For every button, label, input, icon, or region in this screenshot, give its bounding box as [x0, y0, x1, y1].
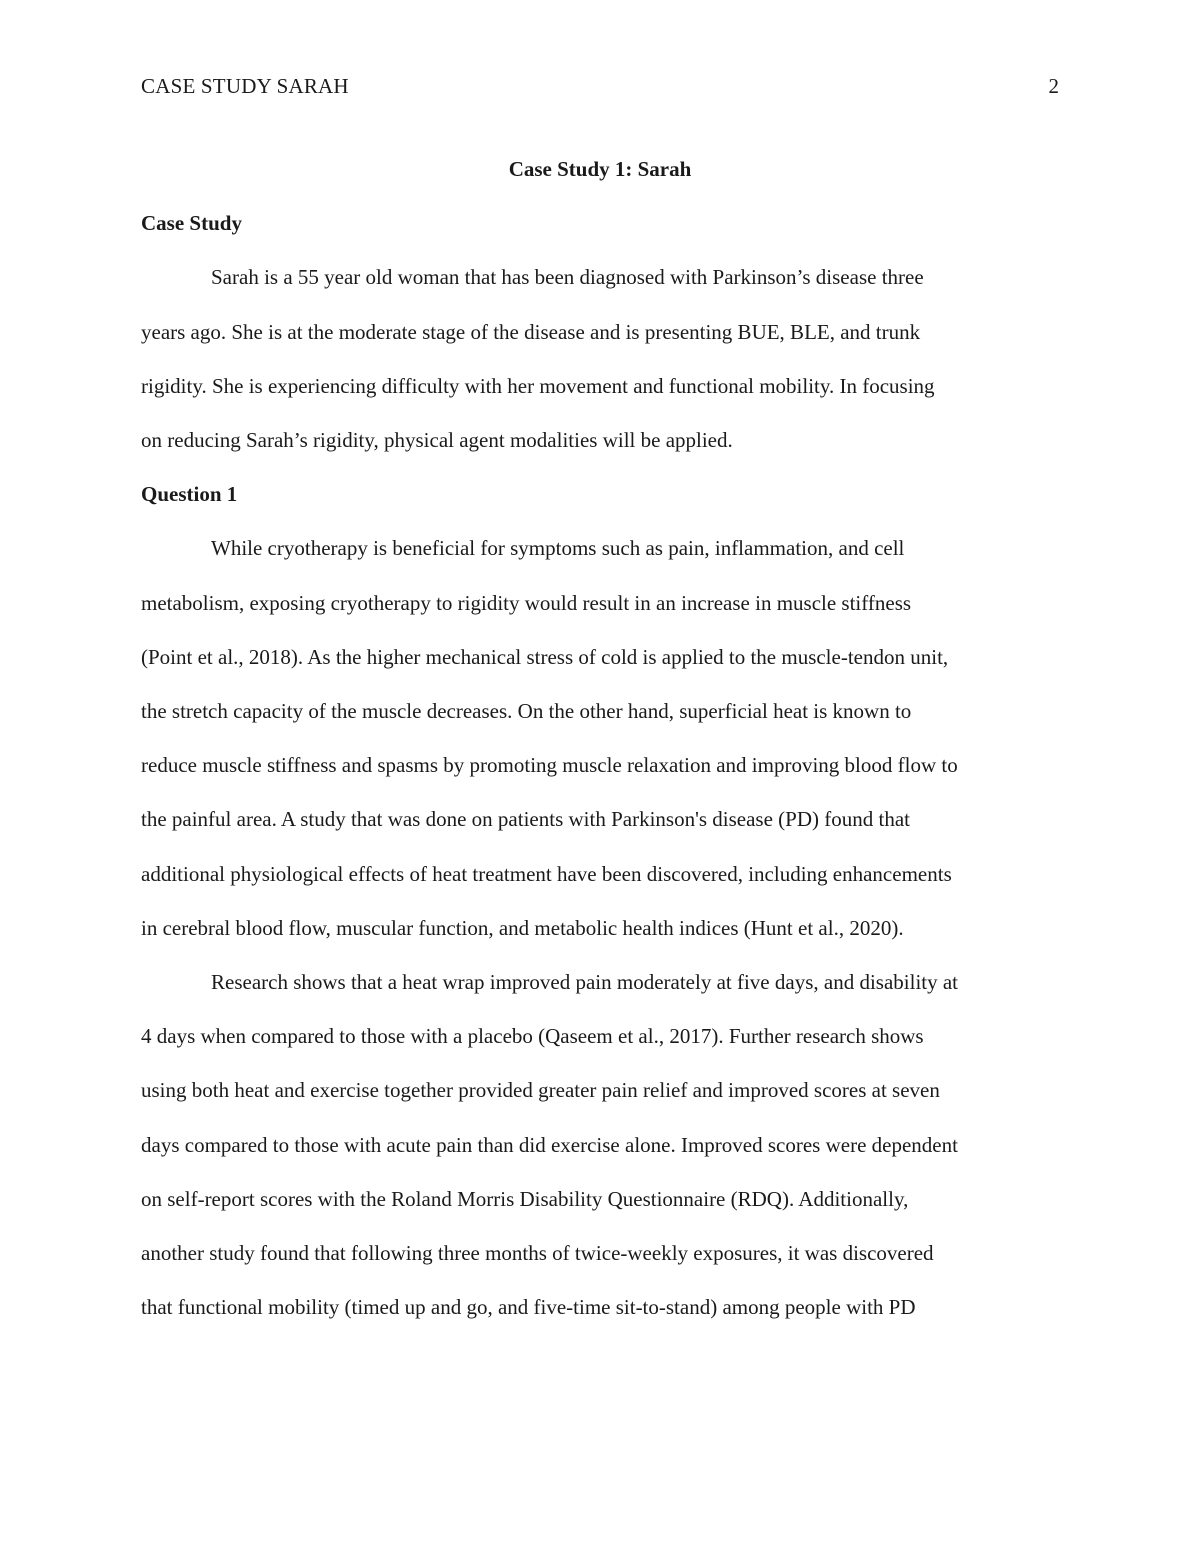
text-line: While cryotherapy is beneficial for symptoms such as pain, inflammation, and cell — [211, 536, 905, 561]
text-line: rigidity. She is experiencing difficulty with her movement and functional mobility. In focusing — [141, 373, 935, 398]
paragraph-question-1-b — [141, 955, 1059, 1334]
text-line: Research shows that a heat wrap improved pain moderately at five days, and disability at — [211, 970, 959, 995]
paragraph-case-study — [141, 250, 1059, 467]
text-line: Sarah is a 55 year old woman that has been diagnosed with Parkinson’s disease three — [211, 265, 924, 290]
text-line: additional physiological effects of heat treatment have been discovered, including enhancements — [141, 861, 952, 886]
text-line: on reducing Sarah’s rigidity, physical agent modalities will be applied. — [141, 428, 733, 453]
text-line: on self-report scores with the Roland Morris Disability Questionnaire (RDQ). Additionally, — [141, 1186, 909, 1211]
text-line: another study found that following three months of twice-weekly exposures, it was discovered — [141, 1241, 934, 1266]
text-line: the stretch capacity of the muscle decreases. On the other hand, superficial heat is known to — [141, 699, 912, 724]
page-number: 2 — [1048, 74, 1059, 98]
text-line: days compared to those with acute pain than did exercise alone. Improved scores were dependent — [141, 1132, 958, 1157]
document-body — [141, 142, 1059, 1334]
text-line: metabolism, exposing cryotherapy to rigidity would result in an increase in muscle stiffness — [141, 590, 912, 615]
text-line: using both heat and exercise together provided greater pain relief and improved scores at seven — [141, 1078, 940, 1103]
text-line: 4 days when compared to those with a placebo (Qaseem et al., 2017). Further research shows — [141, 1024, 924, 1049]
section-heading-question-1: Question 1 — [141, 482, 238, 507]
text-line: (Point et al., 2018). As the higher mechanical stress of cold is applied to the muscle-tendon unit, — [141, 644, 949, 669]
text-line: reduce muscle stiffness and spasms by promoting muscle relaxation and improving blood flow to — [141, 753, 958, 778]
text-line: that functional mobility (timed up and go, and five-time sit-to-stand) among people with PD — [141, 1295, 916, 1320]
document-title: Case Study 1: Sarah — [508, 157, 692, 181]
text-line: years ago. She is at the moderate stage of the disease and is presenting BUE, BLE, and trunk — [141, 319, 921, 344]
text-line: in cerebral blood flow, muscular function, and metabolic health indices (Hunt et al., 2020). — [141, 915, 904, 940]
text-line: the painful area. A study that was done on patients with Parkinson's disease (PD) found that — [141, 807, 910, 832]
paragraph-question-1-a — [141, 521, 1059, 955]
running-head: CASE STUDY SARAH — [141, 74, 349, 98]
section-heading-case-study: Case Study — [141, 211, 242, 236]
